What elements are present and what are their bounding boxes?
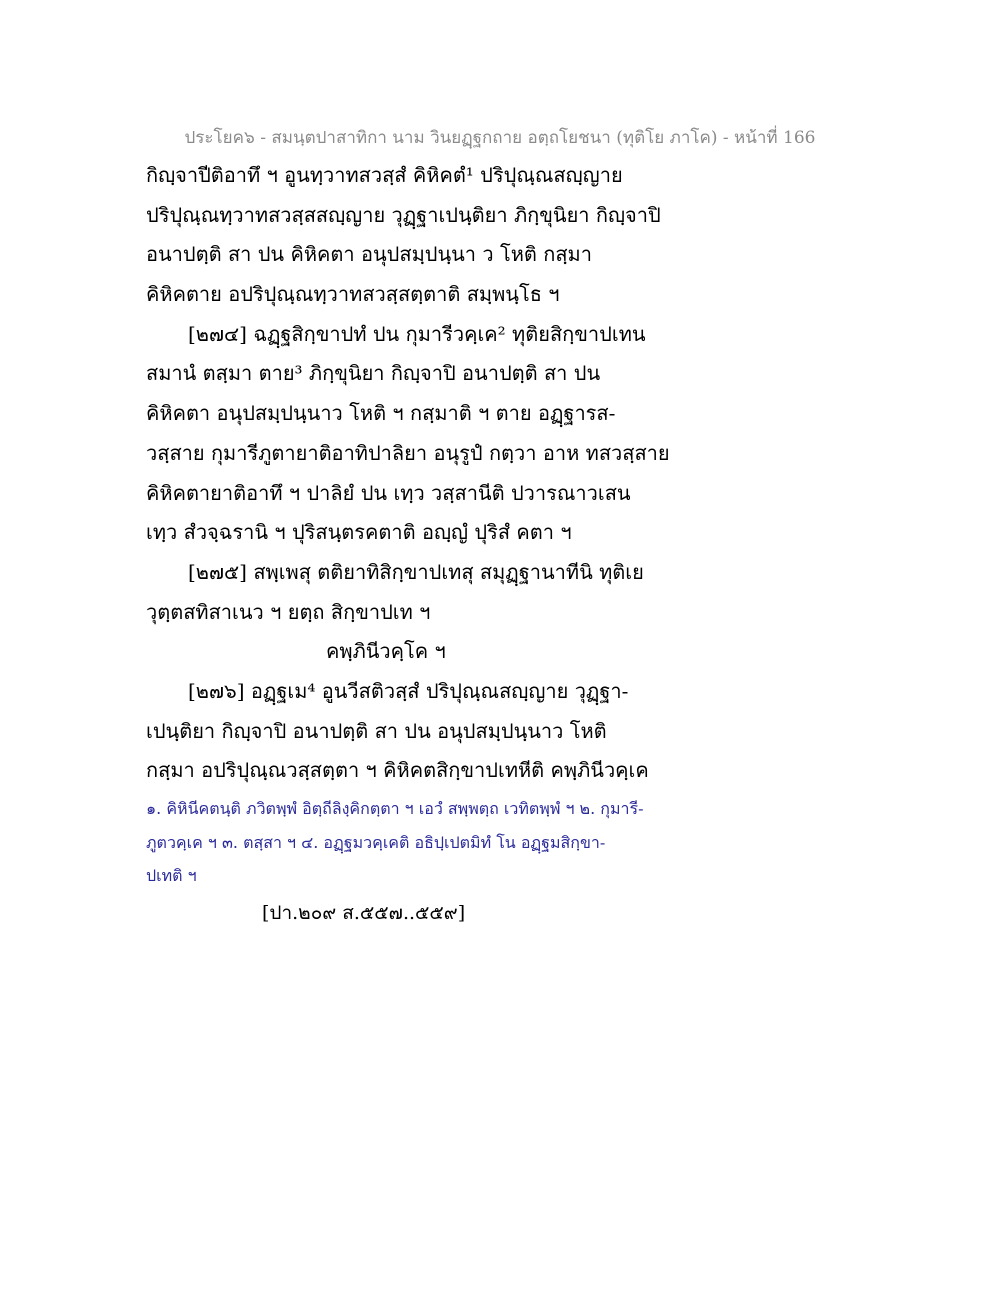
section-end-title: คพฺภินีวคฺโค ฯ [326, 639, 446, 664]
body-line: กิญฺจาปีติอาทึ ฯ อูนทฺวาทสวสฺสํ คิหิคตํ¹ ปริปุณฺณสญฺญาย [146, 163, 623, 187]
footnote-line: ๑. คิหินีคตนฺติ ภวิตพฺพํ อิตฺถีลิงฺคิกตฺตา ฯ เอวํ สพฺพตฺถ เวทิตพฺพํ ฯ ๒. กุมารี- [146, 799, 644, 818]
body-line: คิหิคตาย อปริปุณฺณทฺวาทสวสฺสตฺตาติ สมฺพนฺโธ ฯ [146, 282, 560, 307]
paragraph-start-276: [๒๗๖] อฏฺฐเม⁴ อูนวีสติวสฺสํ ปริปุณฺณสญฺญาย วุฏฺฐา- [188, 678, 629, 703]
body-line: คิหิคตายาติอาทึ ฯ ปาลิยํ ปน เทฺว วสฺสานีติ ปวารณาวเสน [146, 480, 631, 505]
footnote-line: ภูตวคฺเค ฯ ๓. ตสฺสา ฯ ๔. อฏฺฐมวคฺเคติ อธิปฺเปตมิทํ โน อฏฺฐมสิกฺขา- [146, 832, 606, 852]
body-line: คิหิคตา อนุปสมฺปนฺนาว โหติ ฯ กสฺมาติ ฯ ตาย อฏฺฐารส- [146, 401, 616, 426]
body-text [146, 156, 706, 791]
page-header: ประโยค๖ - สมนฺตปาสาทิกา นาม วินยฏฺฐกถาย อตฺถโยชนา (ทุติโย ภาโค) - หน้าที่ 166 [184, 128, 816, 148]
body-line: วุตฺตสทิสาเนว ฯ ยตฺถ สิกฺขาปเท ฯ [146, 599, 431, 624]
body-line: กสฺมา อปริปุณฺณวสฺสตฺตา ฯ คิหิคตสิกฺขาปเทหีติ คพฺภินีวคฺเค [146, 758, 649, 783]
paragraph-start-274: [๒๗๔] ฉฏฺฐสิกฺขาปทํ ปน กุมารีวคฺเค² ทุติยสิกฺขาปเทน [188, 321, 646, 346]
body-line: วสฺสาย กุมารีภูตายาติอาทิปาลิยา อนุรูปํ กตฺวา อาห ทสวสฺสาย [146, 440, 670, 465]
page-reference: [ปา.๒๐๙ ส.๕๕๗..๕๕๙] [262, 902, 466, 924]
paragraph-start-275: [๒๗๕] สพฺเพสุ ตติยาทิสิกฺขาปเทสุ สมุฏฺฐานาทีนิ ทุติเย [188, 559, 644, 584]
body-line: ปริปุณฺณทฺวาทสวสฺสสญฺญาย วุฏฺฐาเปนฺติยา ภิกฺขุนิยา กิญฺจาปิ [146, 202, 661, 227]
body-line: เทฺว สํวจฺฉรานิ ฯ ปุริสนฺตรคตาติ อญฺญํ ปุริสํ คตา ฯ [146, 520, 572, 545]
footnote-line: ปเทติ ฯ [146, 866, 197, 885]
body-line: สมานํ ตสฺมา ตาย³ ภิกฺขุนิยา กิญฺจาปิ อนาปตฺติ สา ปน [146, 361, 601, 386]
body-line: เปนฺติยา กิญฺจาปิ อนาปตฺติ สา ปน อนุปสมฺปนฺนาว โหติ [146, 718, 607, 743]
body-line: อนาปตฺติ สา ปน คิหิคตา อนุปสมฺปนฺนา ว โหติ กสฺมา [146, 242, 592, 267]
footnotes [146, 792, 706, 893]
